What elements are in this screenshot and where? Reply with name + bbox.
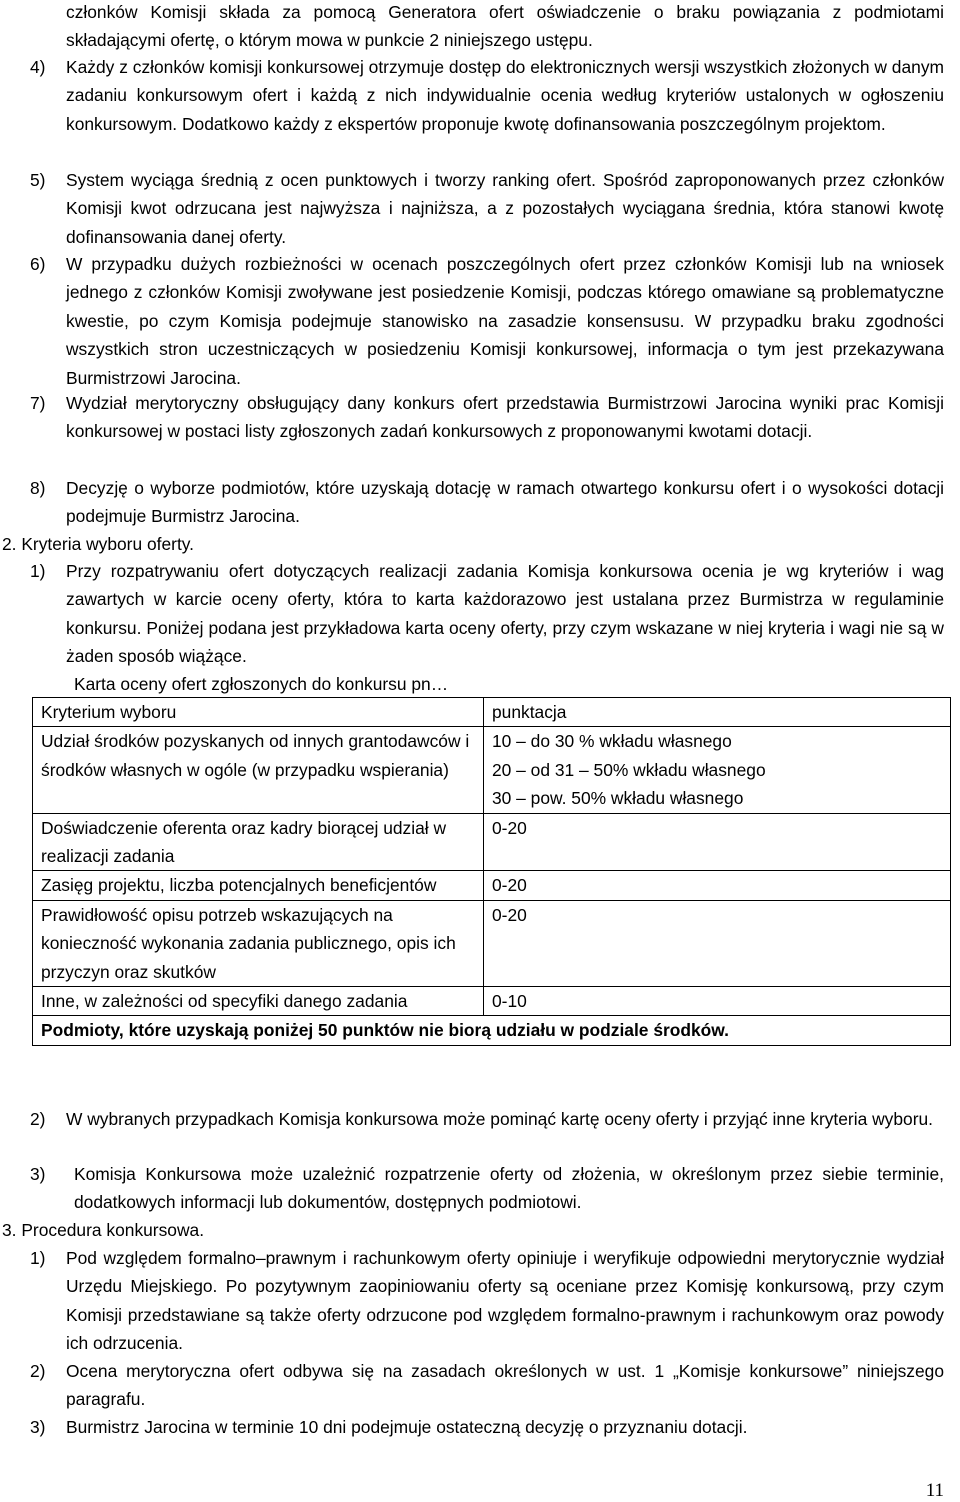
item-4-text: Każdy z członków komisji konkursowej otrzymuje dostęp do elektronicznych wersji wszystkich złożonych w danym zadaniu konkursowym ofert i każdą z nich indywidualnie ocenia według kryteriów ustalonych w ogłoszeniu konkursowym. Dodatkowo każdy z ekspertów proponuje kwotę dofinansowania poszczególnym projektom. [66, 57, 944, 134]
item-5-text: System wyciąga średnią z ocen punktowych i tworzy ranking ofert. Spośród zaproponowanych przez członków Komisji kwot odrzucana jest najwyższa i najniższa, a z pozostałych wyciągana średnia, która stanowi kwotę dofinansowania danej oferty. [66, 170, 944, 247]
card-title: Karta oceny ofert zgłoszonych do konkursu pn… [74, 674, 449, 694]
evaluation-card-table [32, 697, 951, 1046]
table-row [33, 987, 951, 1016]
table-footer-row [33, 1016, 951, 1045]
table-header-criterion: Kryterium wyboru [33, 698, 484, 727]
table-row [33, 813, 951, 871]
item-6-text: W przypadku dużych rozbieżności w ocenach poszczególnych ofert przez członków Komisji lub na wniosek jednego z członków Komisji zwoływane jest posiedzenie Komisji, podczas którego omawiane są problematyczne kwestie, po czym Komisja podejmuje stanowisko na zasadzie konsensusu. W przypadku braku zgodności wszystkich stron uczestniczących w posiedzeniu Komisji konkursowej, informacja o tym jest przekazywana Burmistrzowi Jarocina. [66, 254, 944, 388]
item-6-number: 6) [30, 254, 46, 274]
table-cell-criterion: Inne, w zależności od specyfiki danego zadania [33, 987, 484, 1016]
item-7-text: Wydział merytoryczny obsługujący dany konkurs ofert przedstawia Burmistrzowi Jarocina wyniki prac Komisji konkursowej w postaci listy zgłoszonych zadań konkursowych z proponowanymi kwotami dotacji. [66, 393, 944, 442]
table-cell-criterion: Doświadczenie oferenta oraz kadry biorącej udział w realizacji zadania [33, 813, 484, 871]
table-row [33, 871, 951, 900]
s2-item-2-number: 2) [30, 1109, 46, 1129]
table-cell-score: 0-20 [484, 813, 951, 871]
s3-item-3-number: 3) [30, 1417, 46, 1437]
s3-item-2-text: Ocena merytoryczna ofert odbywa się na zasadach określonych w ust. 1 „Komisje konkursowe” niniejszego paragrafu. [66, 1361, 944, 1410]
table-cell-score: 10 – do 30 % wkładu własnego 20 – od 31 – 50% wkładu własnego 30 – pow. 50% wkładu własnego [484, 727, 951, 813]
s2-item-3-text: Komisja Konkursowa może uzależnić rozpatrzenie oferty od złożenia, w określonym przez siebie terminie, dodatkowych informacji lub dokumentów, dostępnych podmiotowi. [74, 1164, 944, 1213]
section-2-heading: 2. Kryteria wyboru oferty. [2, 534, 195, 554]
table-row [33, 727, 951, 813]
s3-item-1-number: 1) [30, 1248, 46, 1268]
table-header-row [33, 698, 951, 727]
s2-item-3-number: 3) [30, 1164, 46, 1184]
table-footer-note: Podmioty, które uzyskają poniżej 50 punktów nie biorą udziału w podziale środków. [33, 1016, 951, 1045]
table-header-score: punktacja [484, 698, 951, 727]
page-number: 11 [925, 1480, 944, 1501]
item-5-number: 5) [30, 170, 46, 190]
s3-item-3-text: Burmistrz Jarocina w terminie 10 dni podejmuje ostateczną decyzję o przyznaniu dotacji. [66, 1417, 748, 1437]
table-cell-score: 0-20 [484, 900, 951, 986]
s3-item-2-number: 2) [30, 1361, 46, 1381]
item-4-number: 4) [30, 57, 46, 77]
continuation-paragraph: członków Komisji składa za pomocą Generatora ofert oświadczenie o braku powiązania z podmiotami składającymi ofertę, o którym mowa w punkcie 2 niniejszego ustępu. [66, 2, 944, 51]
item-7-number: 7) [30, 393, 46, 413]
item-8-number: 8) [30, 478, 46, 498]
table-row [33, 900, 951, 986]
table-cell-criterion: Udział środków pozyskanych od innych grantodawców i środków własnych w ogóle (w przypadku wspierania) [33, 727, 484, 813]
table-cell-criterion: Zasięg projektu, liczba potencjalnych beneficjentów [33, 871, 484, 900]
s2-item-1-number: 1) [30, 561, 46, 581]
section-3-heading: 3. Procedura konkursowa. [2, 1220, 205, 1240]
s2-item-1-text: Przy rozpatrywaniu ofert dotyczących realizacji zadania Komisja konkursowa ocenia je wg kryteriów i wag zawartych w karcie oceny oferty, która to karta każdorazowo jest ustalana przez Burmistrza w regulaminie konkursu. Poniżej podana jest przykładowa karta oceny oferty, przy czym wskazane w niej kryteria i wagi nie są w żaden sposób wiążące. [66, 561, 944, 667]
s2-item-2-text: W wybranych przypadkach Komisja konkursowa może pominąć kartę oceny oferty i przyjąć inne kryteria wyboru. [66, 1109, 933, 1129]
item-8-text: Decyzję o wyborze podmiotów, które uzyskają dotację w ramach otwartego konkursu ofert i o wysokości dotacji podejmuje Burmistrz Jarocina. [66, 478, 944, 527]
table-cell-score: 0-20 [484, 871, 951, 900]
table-cell-score: 0-10 [484, 987, 951, 1016]
s3-item-1-text: Pod względem formalno–prawnym i rachunkowym oferty opiniuje i weryfikuje odpowiedni merytorycznie wydział Urzędu Miejskiego. Po pozytywnym zaopiniowaniu oferty są oceniane przez Komisję konkursową, przy czym Komisji przedstawiane są także oferty odrzucone pod względem formalno-prawnym i rachunkowym oraz powody ich odrzucenia. [66, 1248, 944, 1354]
table-cell-criterion: Prawidłowość opisu potrzeb wskazujących na konieczność wykonania zadania publicznego, opis ich przyczyn oraz skutków [33, 900, 484, 986]
